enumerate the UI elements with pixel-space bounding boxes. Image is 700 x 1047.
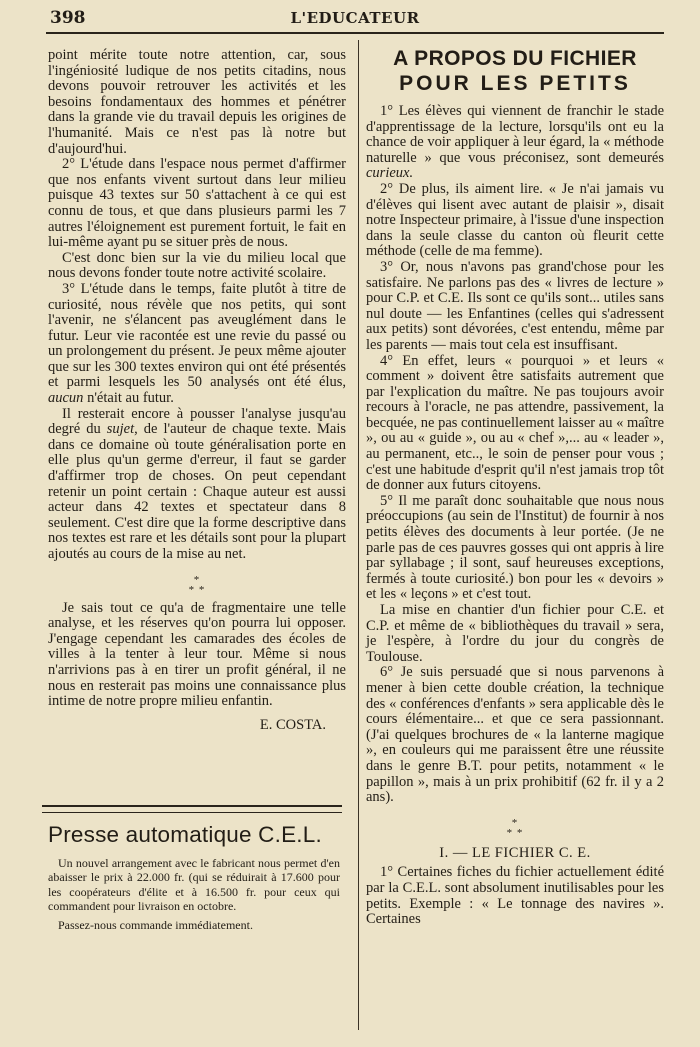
italic-word: curieux.	[366, 165, 414, 182]
journal-title: L'EDUCATEUR	[290, 9, 420, 27]
paragraph	[48, 407, 346, 563]
italic-word: aucun	[48, 390, 84, 407]
paragraph-text: 3° L'étude dans le temps, faite plutôt à titre de curiosité, nous révèle que nos petits, qui sont l'avenir, ne s'élancent pas aveuglément dans le futur. Leur vie racontée est une revie du passé ou un prolongement du présent. Je peux même ajouter que sur les 300 textes environ qui ont été présentés et parmi lesquels les 50 analysés ont été élus,	[48, 280, 346, 391]
column-divider	[358, 40, 359, 1030]
paragraph: 6° Je suis persuadé que si nous parvenons à mener à bien cette double création, la technique des « conférences d'enfants » sera applicable dès le cours élémentaire... et que ce sera passionnant. (J'ai quelques brochures de « la lanterne magique », en couleurs qui me paraissent être une réussite dans le genre B.T. pour petits, notamment « le papillon », mais à un prix prohibitif (62 fr. il y a 2 ans).	[366, 664, 664, 806]
author-signature: E. COSTA.	[259, 716, 326, 733]
right-column	[366, 46, 664, 928]
paragraph: La mise en chantier d'un fichier pour C.E. et C.P. et même de « bibliothèques du travail » sera, je l'espère, à l'ordre du jour du congrès de Toulouse.	[366, 602, 664, 665]
paragraph: C'est donc bien sur la vie du milieu local que nous devons fonder toute notre activité scolaire.	[48, 249, 346, 282]
paragraph-text: Il resterait encore à pousser l'analyse jusqu'au degré du	[48, 405, 346, 438]
section-heading: I. — LE FICHIER C. E.	[439, 844, 591, 861]
header-rule	[46, 32, 664, 34]
article-title-line-2: POUR LES PETITS	[399, 72, 631, 95]
paragraph: 1° Certaines fiches du fichier actuellement édité par la C.E.L. sont absolument inutilisables pour les petits. Exemple : « Le tonnage des navires ». Certaines	[366, 864, 664, 928]
announcement-title: Presse automatique C.E.L.	[48, 822, 322, 847]
paragraph: 5° Il me paraît donc souhaitable que nous nous préoccupions (au sein de l'Institut) de fournir à nos petits élèves des documents à leur portée. (Je ne parle pas de ces pauvres gosses qui ont appris à lire par syllabage ; il sont, sauf heureuses exceptions, fermés à toute curiosité.) bon pour les « devoirs » et les « leçons » et c'est tout.	[366, 492, 664, 603]
paragraph: 2° L'étude dans l'espace nous permet d'affirmer que nos enfants vivent surtout dans leur milieu puisque 43 textes sur 50 s'attachent à ce qui est connu de tous, et que dans plusieurs parmi les 7 autres l'éloignement est purement fortuit, le fait en lui-même ayant pu se situer près de nous.	[48, 156, 346, 251]
article-title-line-1: A PROPOS DU FICHIER	[393, 47, 637, 70]
box-divider	[42, 805, 342, 813]
section-stars: * * *	[506, 816, 524, 839]
paragraph-text: n'était au futur.	[83, 390, 174, 407]
paragraph: 4° En effet, leurs « pourquoi » et leurs « comment » doivent être satisfaits autrement que par l'explication du maître. Ne pas toujours avoir recours à l'oracle, ne pas attendre, passivement, la becquée, ne pas continuellement laisser au « maître », ou au « guide », ou au « chef »,... au « leader », au permanent, etc.., le soin de penser pour vous ; c'est une habitude d'esprit qu'il n'est jamais trop tôt de donner aux futurs citoyens.	[366, 352, 664, 494]
paragraph: point mérite toute notre attention, car, sous l'ingéniosité ludique de nos petits citadins, nous devons pouvoir retrouver les activités et les besoins fondamentaux des hommes et pénétrer dans la grande vie du travail depuis les origines de l'humanité. Mais ce n'est pas là notre but d'aujourd'hui.	[48, 47, 346, 157]
announcement-text: Un nouvel arrangement avec le fabricant nous permet d'en abaisser le prix à 22.000 fr. (qui se réduirait à 17.600 pour les coopérateurs d'élite et à 16.500 fr. pour ceux qui commandent pour livraison en octobre.	[48, 856, 340, 914]
paragraph: 2° De plus, ils aiment lire. « Je n'ai jamais vu d'élèves qui lisent avec autant de plaisir », disait notre Inspecteur primaire, à l'issue d'une inspection dans la seule classe du canton où fleurit cette méthode (celle de ma femme).	[366, 180, 664, 260]
announcement-box	[48, 822, 340, 932]
paragraph: 3° Or, nous n'avons pas grand'chose pour les satisfaire. Ne parlons pas des « livres de lecture » pour C.P. et C.E. Ils sont ce qu'ils sont... utiles sans nul doute — les Enfantines (celles qui s'adressent aux petits) sont dévorées, c'est entendu, même par les parents — mais tout cela est insuffisant.	[366, 258, 664, 353]
paragraph	[366, 104, 664, 182]
italic-word: sujet	[106, 421, 135, 438]
left-column	[48, 48, 346, 733]
paragraph-text: 1° Les élèves qui viennent de franchir le stade d'apprentissage de la lecture, lorsqu'ils ont eu la chance de voir appliquer à leur égard, la « méthode naturelle » que vous préconisez, sont demeurés	[366, 103, 664, 166]
paragraph: Je sais tout ce qu'a de fragmentaire une telle analyse, et les réserves qu'on pourra lui opposer. J'engage cependant les camarades des écoles de villes à la tenter à leur tour. Même si nous n'arrivions pas à en tirer un profit général, il ne nous en resterait pas moins une connaissance plus intime de notre propre milieu enfantin.	[48, 599, 346, 710]
section-stars: * * *	[188, 573, 206, 596]
paragraph-text: , de l'auteur de chaque texte. Mais dans ce domaine où toute généralisation porte en elle plus qu'un germe d'erreur, il faut se garder d'affirmer trop de choses. On peut cependant retenir un point certain : Chaque auteur est aussi acteur dans 42 textes et spectateur dans 8 seulement. C'est dire que la forme descriptive dans nos textes est rare et les détails sont pour la plupart ajoutés au cours de la mise au net.	[48, 421, 346, 562]
page-number: 398	[50, 8, 86, 28]
article-title	[366, 46, 664, 96]
announcement-text: Passez-nous commande immédiatement.	[58, 917, 253, 932]
page-header	[46, 6, 664, 30]
paragraph	[48, 282, 346, 407]
